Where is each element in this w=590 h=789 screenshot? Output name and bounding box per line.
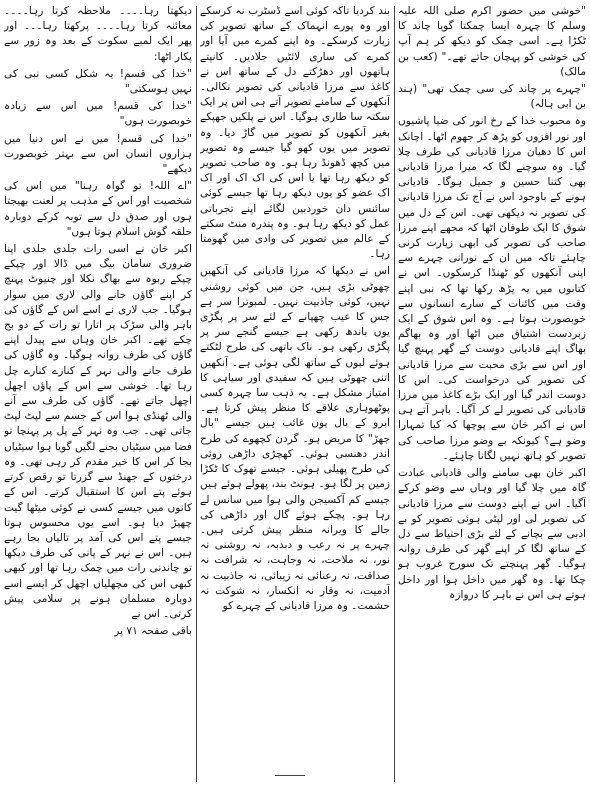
paragraph: بند کردیا تاکہ کوئی اسے ڈسٹرب نہ کرسکے اور وہ پورے انہماک کے ساتھ تصویر کی زیارت کرسکے۔ وہ اپنے کمرے میں آیا اور کمرے کی ساری لائٹیں جلادیں۔ کانپتے ہاتھوں اور دھڑکتے دل کے ساتھ اس نے کاغذ سے مرزا قادیانی کی تصویر نکالی۔ آنکھوں کے سامنے تصویر آتے ہی اس پر ایک سکتہ سا طاری ہوگیا۔ اس نے پلکیں جھپکے بغیر آنکھوں کو تصویر میں گاڑ دیا۔ وہ تصویر میں یوں کھو گیا جیسے وہ تصویر میں کچھ ڈھونڈ رہا ہو۔ وہ صاحب تصویر کو دیکھ رہا تھا یا اس کی اک اک اور اک اک عضو کو یوں دیکھ رہا تھا جیسے کوئی سائنس دان خوردبین لگائے اپنے تجرباتی عمل کو دیکھ رہا ہو۔ وہ پندرہ منٹ سکتے کے عالم میں تصویر کی وادی میں گھومتا رہا۔	[200, 5, 390, 261]
column-divider	[196, 6, 197, 782]
paragraph: "اے اللہ! تو گواہ رہنا" میں اس کی شخصیت اور اس کے مذہب پر لعنت بھیجتا ہوں اور صدق دل سے توبہ کرکے دوبارہ حلقہ گوش اسلام ہوتا ہوں"	[4, 180, 192, 238]
paragraph: "خدا کی قسم! میں اس سے زیادہ خوبصورت ہوں"	[4, 100, 192, 128]
column-middle	[200, 4, 390, 782]
footer-rule	[275, 775, 305, 788]
continuation-note: باقی صفحہ ۷۱ پر	[114, 625, 192, 638]
column-right	[398, 4, 586, 782]
paragraph: "خدا کی قسم! میں نے اس دنیا میں ہزاروں انسان اس سے بہتر خوبصورت دیکھے"	[4, 132, 192, 176]
paragraph: وہ محبوب خدا کے رخ انور کی ضیا پاشیوں اور نور افزوں کو پڑھ کر جھوم اٹھا۔ اچانک اس کا دھیان مرزا قادیانی کی طرف چلا گیا۔ وہ سوچنے لگا کہ میرا مرزا قادیانی بھی کتنا حسین و جمیل ہوگا۔ قادیانی ہونے کے باوجود اس نے آج تک مرزا قادیانی کی تصویر نہ دیکھی تھی۔ اس کے دل میں شوق کا ایک طوفان اٹھا کہ مجھے اپنے مرزا صاحب کی تصویر کی ابھی زیارت کرنی چاہئے تاکہ میں ان کے نورانی چہرے سے اپنی آنکھوں کو ٹھنڈا کرسکوں۔ اس نے کتابوں میں یہ پڑھ رکھا تھا کہ نبی اپنے وقت میں کائنات کے سارے انسانوں سے خوبصورت ہوتا ہے۔ وہ اس شوق کے ایک زبردست اشتیاق میں اٹھا اور وہ بھاگم بھاگ اپنے قادیانی دوست کے گھر پہنچ گیا اور اس سے بڑی محبت سے مرزا قادیانی کی تصویر کی درخواست کی۔ اس کا دوست اندر گیا اور ایک بڑے کاغذ میں مرزا قادیانی کی تصویر لے کر آگیا۔ باہر آتے ہی اس نے اکبر خان سے پوچھا کہ کیا تمہارا وضو ہے؟ کیونکہ بے وضو مرزا صاحب کی تصویر کو ہاتھ نہیں لگانا چاہئے۔	[398, 115, 586, 462]
paragraph: "چہرے پر چاند کی سی چمک تھی" (ہند بن ابی ہالہ)	[398, 83, 586, 111]
paragraph: "خوشی میں حضور اکرم صلی اللہ علیہ وسلم کا چہرہ ایسا چمکتا گویا چاند کا ٹکڑا ہے۔ اسی چمک کو دیکھ کر ہم آپ کی خوشی کو پہچان جاتے تھے۔" (کعب بن مالک)	[398, 5, 586, 78]
paragraph: اکبر خان نے اسی رات جلدی جلدی اپنا ضروری سامان بیگ میں ڈالا اور چپکے چپکے ربوہ سے بھاگ نکلا اور چنیوٹ پہنچ کر اپنے گاؤں جانے والی لاری میں سوار ہوگیا۔ جب لاری نے اسے اس کے گاؤں کی باہر والی سڑک پر اتارا تو رات کے دو بج چکے تھے۔ اکبر خان وہاں سے پیدل اپنے گاؤں کی طرف روانہ ہوگیا۔ وہ گاؤں کی طرف جانے والی نہر کے کنارے کنارے چل رہا تھا۔ خوشی سے اس کے پاؤں اچھل اچھل جاتے تھے۔ گاؤں کی طرف سے آنے والی ٹھنڈی ہوا اس کے جسم سے لپٹ لپٹ جاتی تھی۔ جب وہ نہر کے پل پر پہنچا تو فضا میں سیٹیاں بجنے لگیں گویا ہوا سیٹیاں بجا کر اس کا خیر مقدم کر رہی تھی۔ وہ درختوں کے جھنڈ سے گزرتا تو رقص کرتے ہوئے پتے اس کا استقبال کرتے۔ اس کے کانوں میں جیسے کسی نے کوئی میٹھا گیت چھیڑ دیا ہو۔ اسے یوں محسوس ہوتا جیسے پتے اس کی آمد پر تالیاں بجا رہے ہیں۔ اس نے نہر کے پانی کی طرف دیکھا تو چاندنی رات میں چمک رہا تھا اور کبھی کبھی اس کی مچھلیاں اچھل کر ایسے اسے دوبارہ مسلمان ہونے پر سلامی پیش کرتی۔ اس نے	[4, 243, 192, 620]
paragraph: دیکھتا رہا۔۔۔۔ ملاحظہ کرتا رہا۔۔۔۔ معائنہ کرتا رہا۔۔۔۔ پرکھتا رہا۔۔۔ اور پھر ایک لمبے سکوت کے بعد وہ زور سے پکار اٹھا:	[4, 5, 192, 63]
column-left	[4, 4, 192, 782]
column-divider	[394, 6, 395, 782]
paragraph: اس نے دیکھا کہ مرزا قادیانی کی آنکھیں چھوٹی بڑی ہیں، جن میں کوئی روشنی نہیں، کوئی جاذبیت نہیں۔ لمبوترا سر ہے جس کا عیب چھپانے کے لئے سر پر پگڑی یوں باندھ رکھی ہے جیسے گنجے سر پر پگڑی رکھی ہو۔ ناک باتھی کی طرح لٹکتے ہوئے لبوں کے ساتھ لگی ہوئی ہے۔ آنکھیں اتنی چھوٹی ہیں کہ سفیدی اور سیاہی کا امتیاز مشکل ہے۔ یہ ذہب سا چہرہ کسی پوٹھوہاری علاقے کا منظر پیش کرتا ہے۔ ابرو کے بال یوں غائب ہیں جیسے "بال جھڑ" کا مریض ہو۔ گردن کچھوے کی طرح اندر دھنسی ہوئی۔ کھچڑی داڑھی روئی کی طرح پھیلی ہوئی۔ جیسے تھوک کا ٹکڑا زمین پر لگا ہو۔ ہونٹ بند، پھولے ہوئے ہیں جیسے کم آکسیجن والی ہوا میں سانس لے رہا ہو۔ پچکے ہوئے گال اور داڑھی کی جالے کا ویرانہ منظر پیش کرتی ہیں۔ چہرے پر نہ رعب و دبدبہ، نہ روشنی نہ نور، نہ ملاحت، نہ وجاہت، نہ شرافت نہ صداقت، نہ رعنائی نہ زیبائی، نہ جاذبیت نہ آدمیت، نہ وقار نہ انکسار، نہ شوکت نہ حشمت۔ وہ مرزا قادیانی کے چہرے کو	[200, 265, 390, 612]
paragraph: اکبر خان بھی سامنے والی قادیانی عبادت گاہ میں چلا گیا اور وہاں سے وضو کرکے آگیا۔ اس نے اپنے دوست سے مرزا قادیانی کی تصویر لی اور لپٹی ہوئی تصویر کو بے ادبی سے بچانے کے لئے بڑی احتیاط سے دل کے ساتھ لگا کر اپنے گھر کی طرف روانہ ہوگیا۔ گھر پہنچتے تک سورج غروب ہو چکا تھا۔ وہ گھر میں داخل ہوا اور داخل ہوتے ہی اس نے باہر کا دروازہ	[398, 467, 586, 601]
paragraph: "خدا کی قسم! یہ شکل کسی نبی کی نہیں ہوسکتی"	[4, 67, 192, 96]
